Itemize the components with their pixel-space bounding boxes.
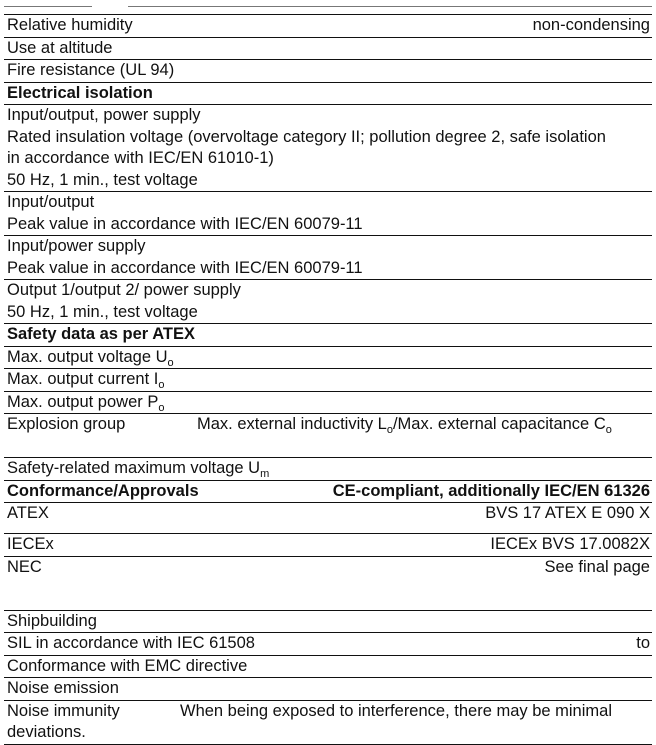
row-label: IECEx bbox=[7, 535, 54, 553]
row-shipbuilding bbox=[4, 611, 652, 634]
section-value: CE-compliant, additionally IEC/EN 61326 bbox=[332, 481, 650, 500]
row-text: Input/output, power supply bbox=[7, 106, 201, 124]
section-heading: Conformance/Approvals bbox=[7, 481, 199, 500]
row-atex bbox=[4, 503, 652, 534]
row-emc-conformance bbox=[4, 656, 652, 679]
row-note: When being exposed to interference, there may be minimal bbox=[180, 701, 612, 720]
row-text: Output 1/output 2/ power supply bbox=[7, 281, 241, 299]
row-label: Shipbuilding bbox=[7, 611, 97, 630]
row-input-output bbox=[4, 192, 652, 236]
row-value: non-condensing bbox=[532, 16, 650, 34]
row-text: 50 Hz, 1 min., test voltage bbox=[7, 302, 198, 321]
row-label: Max. output current I bbox=[7, 370, 159, 388]
row-label: Conformance with EMC directive bbox=[7, 656, 248, 675]
row-output-power-supply bbox=[4, 280, 652, 324]
subscript: o bbox=[605, 424, 612, 436]
section-safety-data-atex bbox=[4, 324, 652, 347]
row-text: Input/power supply bbox=[7, 237, 146, 255]
row-noise-immunity bbox=[4, 701, 652, 745]
section-heading: Safety data as per ATEX bbox=[7, 325, 195, 343]
row-value: IECEx BVS 17.0082X bbox=[490, 535, 650, 553]
subscript: m bbox=[260, 468, 270, 480]
inductivity-label: Max. external inductivity L bbox=[197, 415, 387, 433]
spec-table bbox=[4, 14, 652, 745]
capacitance-label: /Max. external capacitance C bbox=[392, 415, 606, 433]
row-value: to bbox=[636, 634, 650, 652]
row-max-output-current bbox=[4, 369, 652, 392]
row-text: in accordance with IEC/EN 61010-1) bbox=[7, 149, 274, 167]
row-label: Max. output voltage U bbox=[7, 347, 168, 366]
row-max-output-voltage bbox=[4, 347, 652, 370]
row-label: Noise immunity bbox=[7, 701, 120, 720]
row-text: Peak value in accordance with IEC/EN 60079-11 bbox=[7, 258, 363, 277]
row-label: Safety-related maximum voltage U bbox=[7, 459, 261, 477]
row-label: Explosion group bbox=[7, 415, 126, 433]
row-iecex bbox=[4, 534, 652, 557]
section-electrical-isolation bbox=[4, 83, 652, 106]
row-noise-emission bbox=[4, 678, 652, 701]
subscript: o bbox=[158, 379, 165, 391]
subscript: o bbox=[158, 401, 165, 414]
section-conformance-approvals bbox=[4, 481, 652, 504]
row-text: 50 Hz, 1 min., test voltage bbox=[7, 170, 198, 189]
row-relative-humidity bbox=[4, 15, 652, 38]
cut-off-rule-right bbox=[128, 6, 652, 7]
row-safety-related-max-voltage bbox=[4, 458, 652, 481]
row-input-output-power-supply bbox=[4, 105, 652, 192]
subscript: o bbox=[386, 424, 393, 436]
row-max-output-power bbox=[4, 392, 652, 415]
row-note-continued: deviations. bbox=[7, 723, 86, 741]
row-label: Fire resistance (UL 94) bbox=[7, 61, 175, 79]
subscript: o bbox=[167, 356, 174, 369]
row-label: Max. output power P bbox=[7, 392, 159, 411]
row-label: Noise emission bbox=[7, 679, 119, 697]
row-explosion-group bbox=[4, 414, 652, 458]
column-header bbox=[197, 414, 612, 436]
row-use-at-altitude bbox=[4, 38, 652, 61]
section-heading: Electrical isolation bbox=[7, 83, 153, 102]
row-label: Use at altitude bbox=[7, 38, 113, 57]
cut-off-rule-left bbox=[4, 6, 92, 7]
row-label: NEC bbox=[7, 557, 42, 576]
row-nec bbox=[4, 557, 652, 611]
row-fire-resistance bbox=[4, 60, 652, 83]
row-text: Input/output bbox=[7, 193, 95, 211]
row-text: Peak value in accordance with IEC/EN 60079-11 bbox=[7, 214, 363, 233]
row-value: See final page bbox=[544, 557, 650, 576]
row-text: Rated insulation voltage (overvoltage category II; pollution degree 2, safe isolation bbox=[7, 127, 606, 146]
row-label: Relative humidity bbox=[7, 16, 133, 34]
row-value: BVS 17 ATEX E 090 X bbox=[485, 504, 650, 522]
row-sil bbox=[4, 633, 652, 656]
row-input-power-supply bbox=[4, 236, 652, 280]
row-label: ATEX bbox=[7, 504, 49, 522]
row-label: SIL in accordance with IEC 61508 bbox=[7, 634, 255, 652]
